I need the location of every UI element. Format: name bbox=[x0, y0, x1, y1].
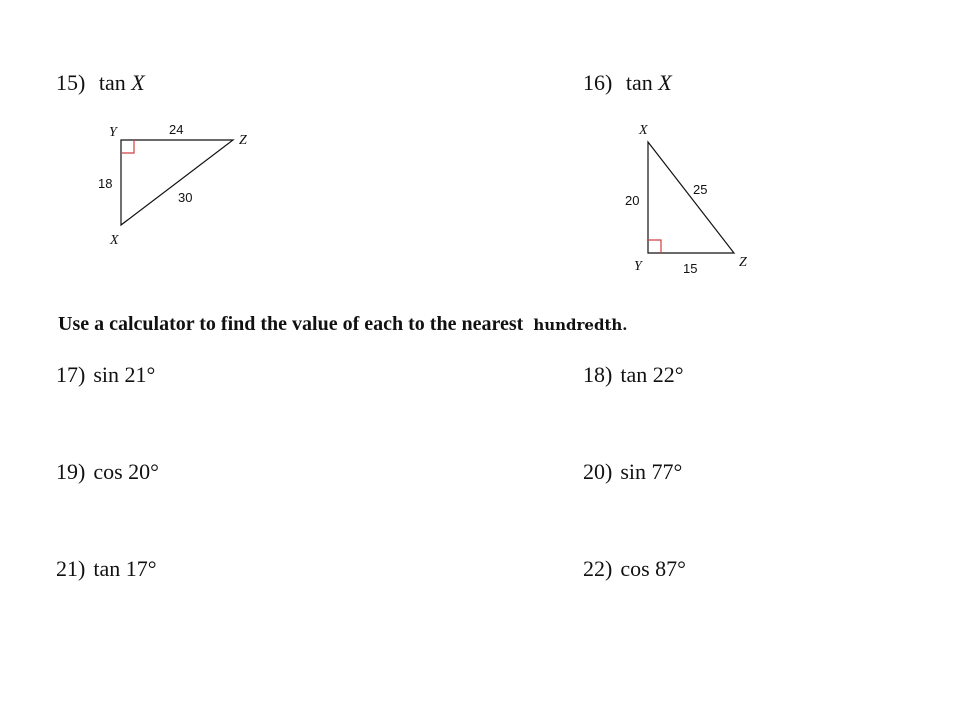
vertex-label-z: Z bbox=[239, 133, 247, 148]
problem-number: 18) bbox=[583, 362, 613, 387]
problem-expression: cos 87° bbox=[620, 556, 686, 581]
triangle-15 bbox=[98, 122, 247, 248]
problem-number: 16) bbox=[583, 70, 613, 95]
problem-function: tan bbox=[625, 70, 653, 95]
problem-variable: X bbox=[658, 70, 672, 95]
side-label-bottom: 15 bbox=[683, 261, 698, 276]
problem-function: tan bbox=[98, 70, 126, 95]
triangle-16-outline bbox=[648, 142, 734, 253]
triangle-15-outline bbox=[121, 140, 233, 225]
vertex-label-y: Y bbox=[109, 125, 117, 140]
side-label-hyp: 25 bbox=[693, 182, 708, 197]
side-label-top: 24 bbox=[169, 122, 184, 137]
side-label-hyp: 30 bbox=[178, 190, 193, 205]
problem-17 bbox=[56, 362, 155, 388]
problem-number: 22) bbox=[583, 556, 613, 581]
right-angle-mark bbox=[648, 240, 661, 253]
problem-22 bbox=[583, 556, 686, 582]
problem-19 bbox=[56, 459, 159, 485]
problem-number: 21) bbox=[56, 556, 86, 581]
problem-21 bbox=[56, 556, 157, 582]
problem-20 bbox=[583, 459, 682, 485]
problem-variable: X bbox=[131, 70, 145, 95]
problem-expression: tan 17° bbox=[93, 556, 157, 581]
problem-expression: sin 77° bbox=[620, 459, 683, 484]
vertex-label-z: Z bbox=[739, 255, 747, 270]
problem-number: 20) bbox=[583, 459, 613, 484]
vertex-label-x: X bbox=[639, 123, 648, 138]
problem-expression: sin 21° bbox=[93, 362, 156, 387]
problem-expression: cos 20° bbox=[93, 459, 159, 484]
instruction bbox=[58, 313, 628, 336]
problem-18 bbox=[583, 362, 684, 388]
vertex-label-x: X bbox=[110, 233, 119, 248]
right-angle-mark bbox=[121, 140, 134, 153]
problem-number: 15) bbox=[56, 70, 86, 95]
problem-number: 19) bbox=[56, 459, 86, 484]
side-label-left: 20 bbox=[625, 193, 640, 208]
vertex-label-y: Y bbox=[634, 259, 642, 274]
side-label-left: 18 bbox=[98, 176, 113, 191]
problem-number: 17) bbox=[56, 362, 86, 387]
triangle-16 bbox=[625, 123, 747, 276]
problem-expression: tan 22° bbox=[620, 362, 684, 387]
instruction-text: Use a calculator to find the value of each to the nearest bbox=[58, 313, 524, 335]
instruction-precision: hundredth. bbox=[533, 316, 628, 334]
